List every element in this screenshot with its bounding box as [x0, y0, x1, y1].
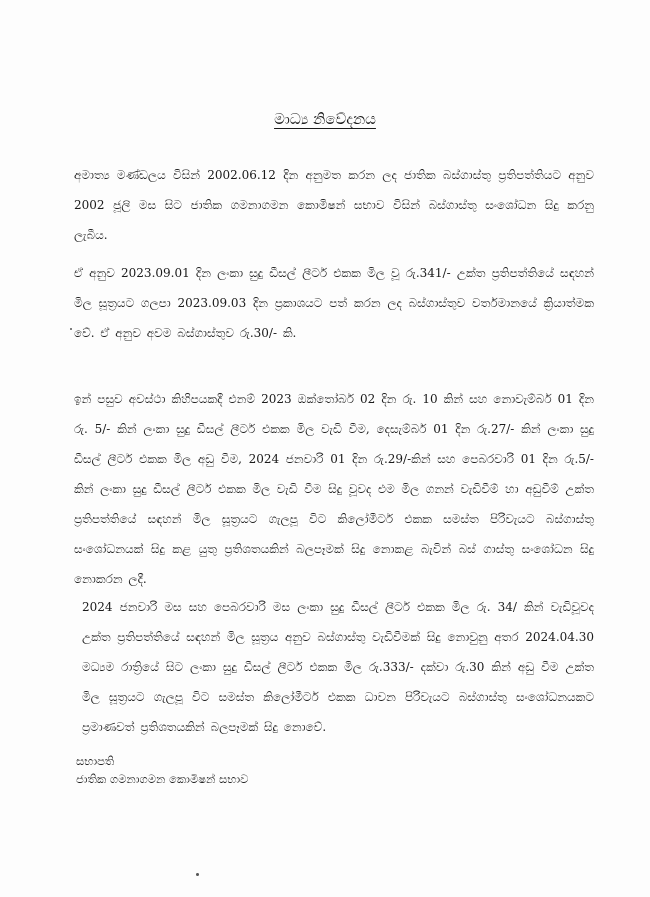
paragraph-4: 2024 ජනවාරි මස සහ පෙබරවාරි මස ලංකා සුදු ඩීසල් ලීටර් එකක මිල රු. 34/ කින් වැඩිවූවද උක්ත ප්‍රතිපත්තියේ සඳහන් මිල සූත්‍රය අනුව බස්ගාස්තු වැඩිවීමක් සිදු නොවුනු අතර 2024.04.30 මධ්‍යම රාත්‍රියේ සිට ලංකා සුදු ඩීසල් ලීටර් එකක මිල රු.333/- දක්වා රු.30 කින් අඩු වීම උක්ත මිල සූත්‍රයට ගැලපූ විට සමස්ත කිලෝමීටර් එකක ධාවන පිරිවැයට බස්ගාස්තු සංශෝධනයකට ප්‍රමාණවත් ප්‍රතිශතයකින් බලපෑමක් සිදු නොවේ. — [82, 600, 594, 734]
signature-role: සභාපති — [76, 754, 115, 768]
signature-organization: ජාතික ගමනාගමන කොමිෂන් සභාව — [76, 772, 249, 786]
scan-speck — [196, 873, 199, 876]
paragraph-2: ඒ අනුව 2023.09.01 දින ලංකා සුදු ඩීසල් ලීටර් එකක මිල වූ රු.341/- උක්ත ප්‍රතිපත්තියේ සඳහන් මිල සූත්‍රයට ගලපා 2023.09.03 දින ප්‍රකාශයට පත් කරන ලද බස්ගාස්තුව වර්තමානයේ ක්‍රියාත්මක වේ. ඒ අනුව අවම බස්ගාස්තුව රු.30/- කි. — [74, 266, 594, 340]
page-title: මාධ්‍ය නිවේදනය — [274, 110, 376, 128]
paragraph-3: ඉන් පසුව අවස්ථා කිහිපයකදී එනම් 2023 ඔක්තෝබර් 02 දින රු. 10 කින් සහ නොවැම්බර් 01 දින රු. 5/- කින් ලංකා සුදු ඩීසල් ලීටර් එකක මිල වැඩි වීම, දෙසැම්බර් 01 දින රු.27/- කින් ලංකා සුදු ඩීසල් ලීටර් එකක මිල අඩු වීම, 2024 ජනවාරි 01 දින රු.29/-කින් සහ පෙබරවාරි 01 දින රු.5/- කින් ලංකා සුදු ඩීසල් ලීටර් එකක මිල වැඩි වීම සිදු වූවද එම මිල ගනන් වැඩිවීම් හා අඩුවීම් උක්ත ප්‍රතිපත්තියේ සඳහන් මිල සූත්‍රයට ගැලපූ විට කිලෝමීටර් එකක සමස්ත පිරිවැයට බස්ගාස්තු සංශෝධනයක් සිදු කළ යුතු ප්‍රතිශතයකින් බලපෑමක් සිදු නොකළ බැවින් බස් ගාස්තු සංශෝධන සිදු නොකරන ලදී. — [74, 392, 594, 586]
scan-speck — [70, 328, 72, 330]
paragraph-1: අමාත්‍ය මණ්ඩලය විසින් 2002.06.12 දින අනුමත කරන ලද ජාතික බස්ගාස්තු ප්‍රතිපත්තියට අනුව 2002 ජූලි මස සිට ජාතික ගමනාගමන කොමිෂන් සභාව විසින් බස්ගාස්තු සංශෝධන සිදු කරනු ලැබීය. — [74, 168, 594, 242]
